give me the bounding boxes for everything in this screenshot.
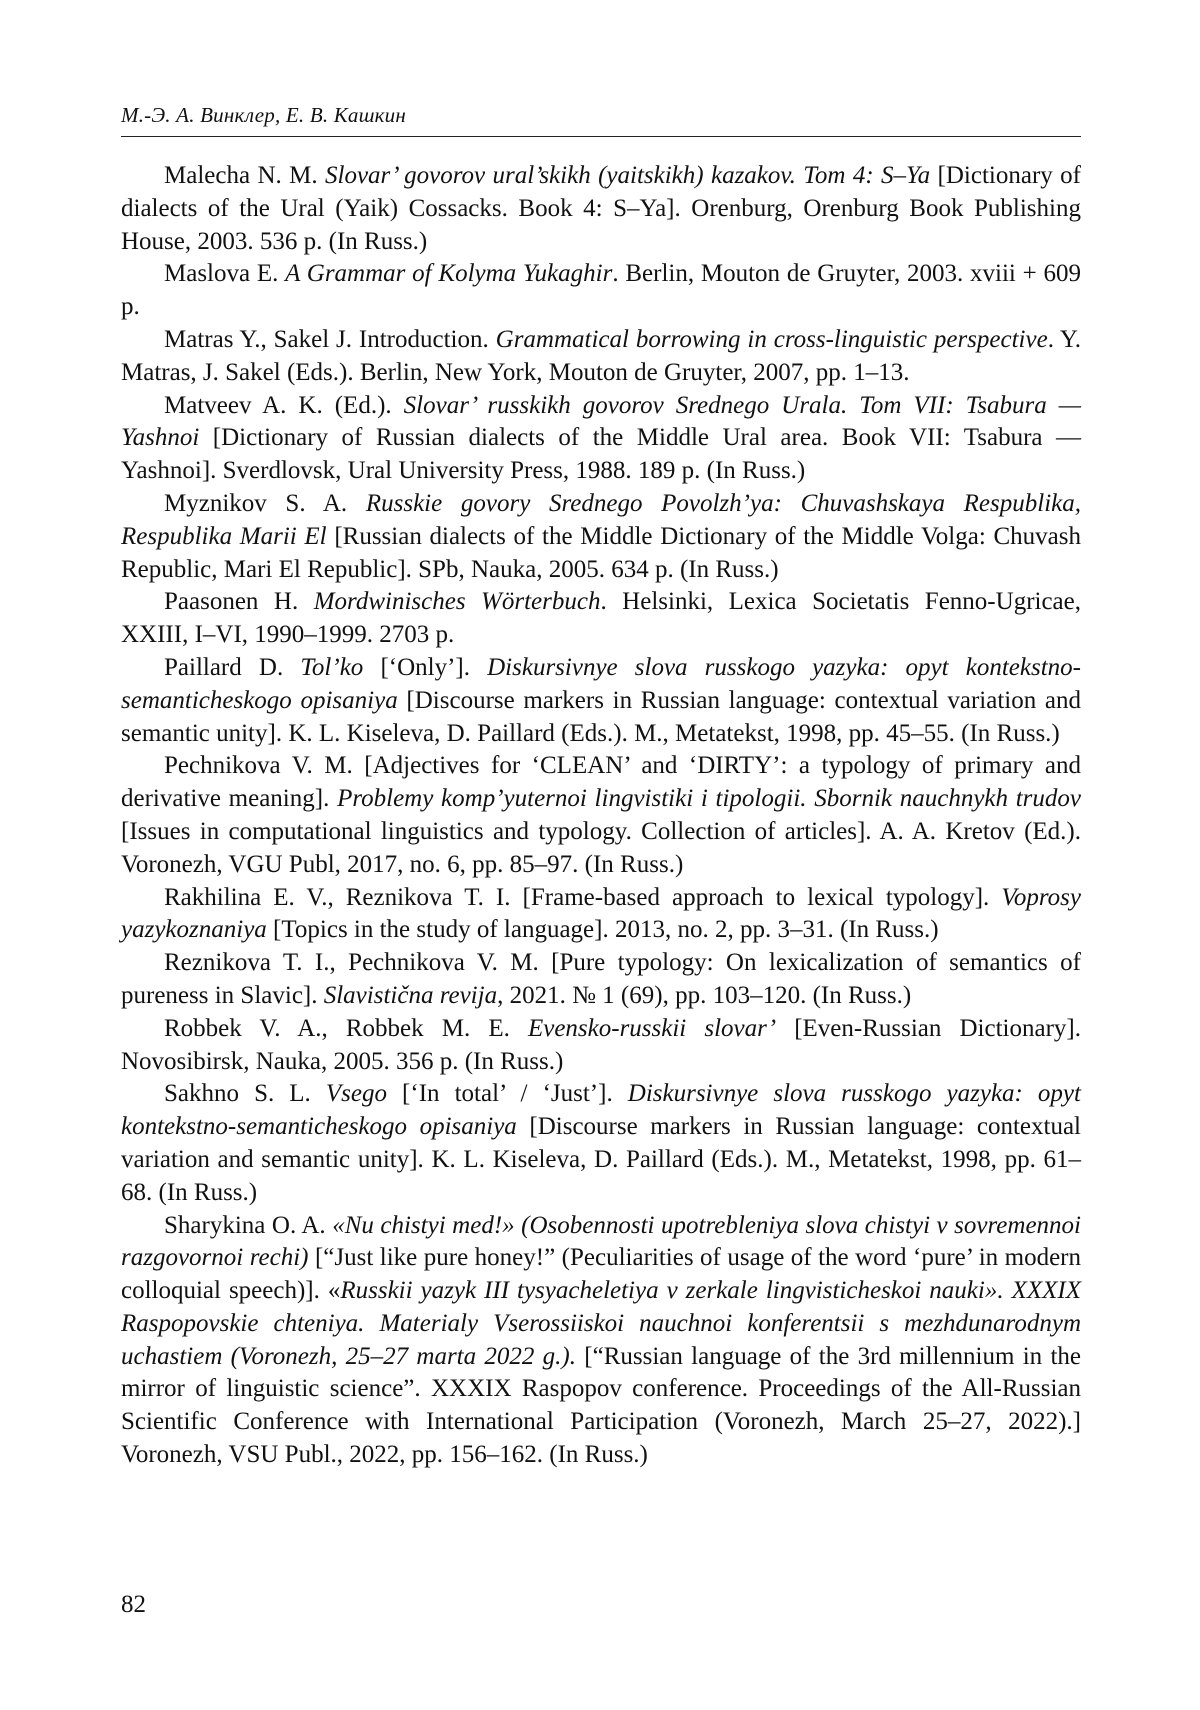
reference-text: [‘Only’].	[363, 653, 488, 681]
reference-text: Paillard D.	[164, 653, 301, 681]
reference-title-italic: Slavistična revija	[323, 981, 498, 1009]
reference-text: [“Russian language of the 3rd millennium in the mirror of linguistic science”. XXXIX Raspopov conference. Proceedings of the All-Russian Scientific Conference with International Participation (Voronezh, March 25–27, 2022).] Voronezh, VSU Publ., 2022, pp. 156–162. (In Russ.)	[121, 1342, 1081, 1469]
reference-entry	[121, 586, 1081, 652]
reference-title-italic: Diskursivnye slova russkogo yazyka: opyt kontekstno-semanticheskogo opisaniya	[121, 653, 1081, 714]
reference-text: . Helsinki, Lexica Societatis Fenno-Ugricae, XXIII, I–VI, 1990–1999. 2703 p.	[121, 588, 1081, 649]
reference-title-italic: Grammatical borrowing in cross-linguistic perspective	[495, 325, 1048, 353]
reference-entry	[121, 947, 1081, 1013]
reference-text: Matras Y., Sakel J. Introduction.	[164, 325, 496, 353]
reference-entry	[121, 652, 1081, 750]
reference-title-italic: Tol’ko	[300, 653, 364, 681]
reference-text: [Topics in the study of language]. 2013, no. 2, pp. 3–31. (In Russ.)	[266, 916, 939, 944]
reference-text: [“Just like pure honey!” (Peculiarities of usage of the word ‘pure’ in modern colloquial speech)]. «	[121, 1244, 1081, 1305]
running-head: М.-Э. А. Винклер, Е. В. Кашкин	[121, 103, 406, 127]
reference-title-italic: Problemy komp’yuternoi lingvistiki i tipologii. Sbornik nauchnykh trudov	[337, 785, 1081, 813]
page-number: 82	[121, 1591, 146, 1618]
reference-text: Sakhno S. L.	[164, 1080, 326, 1108]
reference-entry	[121, 488, 1081, 586]
reference-text: Myznikov S. A.	[164, 489, 366, 517]
reference-text: Rakhilina E. V., Reznikova T. I. [Frame-based approach to lexical typology].	[164, 883, 1002, 911]
reference-text: Reznikova T. I., Pechnikova V. M. [Pure typology: On lexicalization of semantics of pureness in Slavic].	[121, 949, 1081, 1009]
reference-list	[121, 160, 1081, 1472]
reference-entry	[121, 258, 1081, 324]
reference-text: Paasonen H.	[164, 588, 314, 616]
reference-text: , 2021. № 1 (69), pp. 103–120. (In Russ.)	[497, 981, 912, 1009]
reference-title-italic: Evensko-russkii slovar’	[527, 1014, 777, 1042]
reference-entry	[121, 390, 1081, 488]
reference-title-italic: Vsego	[325, 1080, 387, 1108]
reference-title-italic: Mordwinisches Wörterbuch	[313, 588, 601, 616]
reference-text: [‘In total’ / ‘Just’].	[386, 1080, 628, 1108]
header-rule	[121, 136, 1081, 137]
reference-title-italic: Slovar’ russkikh govorov Srednego Urala. Tom VII: Tsabura — Yashnoi	[121, 391, 1081, 452]
reference-text: Sharykina O. A.	[164, 1211, 333, 1239]
reference-text: Robbek V. A., Robbek M. E.	[164, 1014, 528, 1042]
reference-text: [Even-Russian Dictionary]. Novosibirsk, Nauka, 2005. 356 p. (In Russ.)	[121, 1014, 1081, 1075]
reference-entry	[121, 1013, 1081, 1079]
reference-title-italic: Slovar’ govorov ural’skikh (yaitskikh) kazakov. Tom 4: S–Ya	[325, 162, 931, 189]
reference-entry	[121, 882, 1081, 948]
reference-text: Pechnikova V. M. [Adjectives for ‘CLEAN’ and ‘DIRTY’: a typology of primary and derivative meaning].	[121, 752, 1081, 813]
reference-title-italic: «Nu chistyi med!» (Osobennosti upotrebleniya slova chistyi v sovremennoi razgovornoi rechi)	[121, 1211, 1081, 1272]
reference-title-italic: Voprosy yazykoznaniya	[121, 883, 1081, 944]
reference-entry	[121, 1210, 1081, 1472]
reference-text: Malecha N. M.	[164, 162, 326, 189]
reference-entry	[121, 160, 1081, 258]
reference-title-italic: A Grammar of Kolyma Yukaghir	[285, 260, 613, 288]
reference-text: [Dictionary of Russian dialects of the Middle Ural area. Book VII: Tsabura — Yashnoi]. Sverdlovsk, Ural University Press, 1988. 189 p. (In Russ.)	[121, 424, 1081, 485]
reference-title-italic: Russkii yazyk III tysyacheletiya v zerkale lingvisticheskoi nauki». XXXIX Raspopovskie chteniya. Materialy Vserossiiskoi nauchnoi konferentsii s mezhdunarodnym uchastiem (Voronezh, 25–27 marta 2022 g.).	[121, 1277, 1081, 1370]
reference-text: [Issues in computational linguistics and typology. Collection of articles]. A. A. Kretov (Ed.). Voronezh, VGU Publ, 2017, no. 6, pp. 85–97. (In Russ.)	[121, 817, 1081, 878]
reference-title-italic: Diskursivnye slova russkogo yazyka: opyt kontekstno-semanticheskogo opisaniya	[121, 1080, 1081, 1141]
reference-entry	[121, 750, 1081, 881]
reference-text: [Discourse markers in Russian language: contextual variation and semantic unity]. K. L. Kiseleva, D. Paillard (Eds.). M., Metatekst, 1998, pp. 61–68. (In Russ.)	[121, 1113, 1081, 1206]
reference-entry	[121, 1078, 1081, 1209]
reference-text: Maslova E.	[164, 260, 286, 288]
reference-text: . Berlin, Mouton de Gruyter, 2003. xviii + 609 p.	[121, 260, 1081, 321]
reference-text: [Russian dialects of the Middle Dictionary of the Middle Volga: Chuvash Republic, Mari El Republic]. SPb, Nauka, 2005. 634 p. (In Russ.)	[121, 522, 1081, 583]
reference-title-italic: Russkie govory Srednego Povolzh’ya: Chuvashskaya Respublika, Respublika Marii El	[121, 489, 1081, 550]
reference-text: [Discourse markers in Russian language: contextual variation and semantic unity]. K. L. Kiseleva, D. Paillard (Eds.). M., Metatekst, 1998, pp. 45–55. (In Russ.)	[121, 686, 1081, 747]
reference-text: . Y. Matras, J. Sakel (Eds.). Berlin, New York, Mouton de Gruyter, 2007, pp. 1–13.	[121, 325, 1081, 386]
reference-entry	[121, 324, 1081, 390]
reference-text: [Dictionary of dialects of the Ural (Yaik) Cossacks. Book 4: S–Ya]. Orenburg, Orenburg Book Publishing House, 2003. 536 p. (In Russ.)	[121, 162, 1081, 255]
reference-text: Matveev A. K. (Ed.).	[164, 391, 404, 419]
